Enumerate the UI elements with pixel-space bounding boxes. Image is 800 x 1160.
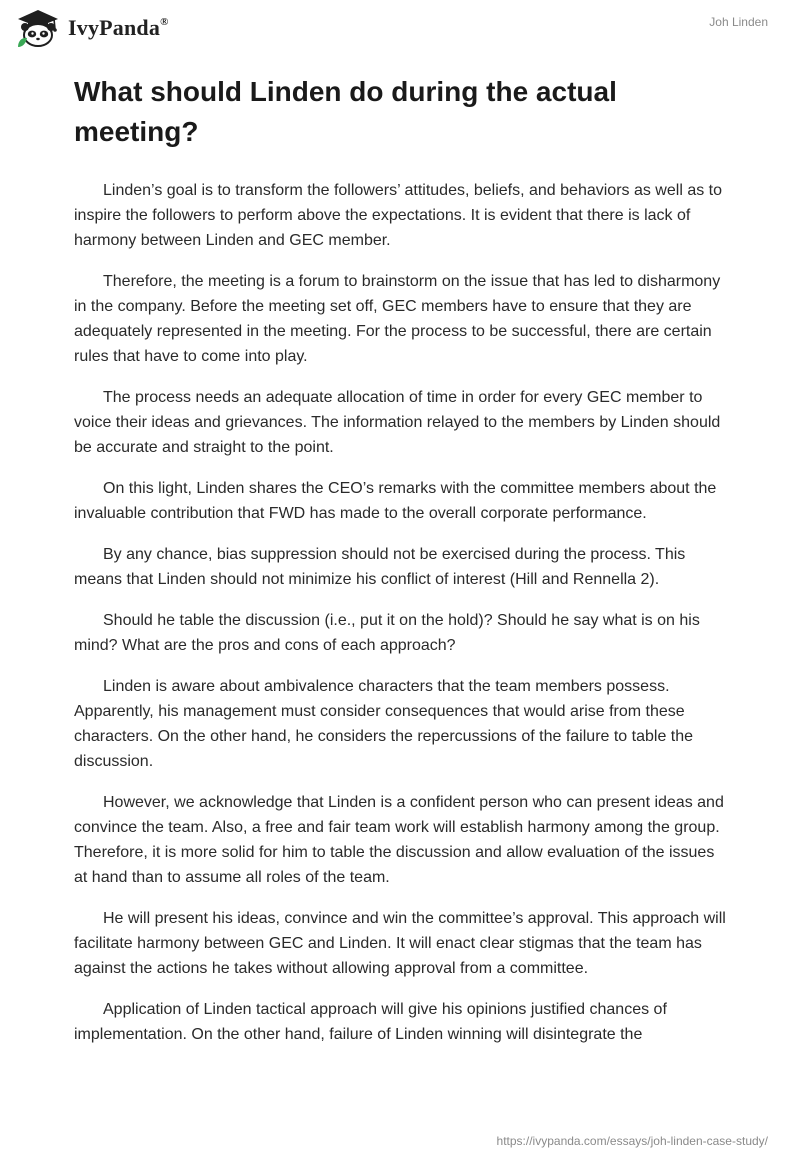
- paragraph: Linden is aware about ambivalence characters that the team members possess. Apparently, his management must consider consequences that would arise from these characters. On the other hand, he considers the repercussions of the failure to table the discussion.: [74, 678, 694, 770]
- page-header: [0, 0, 800, 60]
- paragraph: Should he table the discussion (i.e., put it on the hold)? Should he say what is on his mind? What are the pros and cons of each approach?: [74, 612, 700, 654]
- panda-graduation-cap-icon: [14, 7, 62, 49]
- article: [74, 72, 726, 1063]
- ivypanda-logo[interactable]: [14, 7, 169, 49]
- paragraph: However, we acknowledge that Linden is a confident person who can present ideas and convince the team. Also, a free and fair team work will establish harmony among the group. Therefore, it is more solid for him to table the discussion and allow evaluation of the issues at hand than to assume all roles of the team.: [74, 794, 724, 886]
- paragraph: He will present his ideas, convince and win the committee’s approval. This approach will facilitate harmony between GEC and Linden. It will enact clear stigmas that the team has against the actions he takes without allowing approval from a committee.: [74, 910, 726, 977]
- paragraph: Linden’s goal is to transform the followers’ attitudes, beliefs, and behaviors as well as to inspire the followers to perform above the expectations. It is evident that there is lack of harmony between Linden and GEC member.: [74, 182, 722, 249]
- paragraph: The process needs an adequate allocation of time in order for every GEC member to voice their ideas and grievances. The information relayed to the members by Linden should be accurate and straight to the point.: [74, 389, 721, 456]
- source-url[interactable]: https://ivypanda.com/essays/joh-linden-case-study/: [496, 1134, 768, 1148]
- page-title: What should Linden do during the actual meeting?: [74, 76, 617, 147]
- paragraph: By any chance, bias suppression should not be exercised during the process. This means that Linden should not minimize his conflict of interest (Hill and Rennella 2).: [74, 546, 686, 588]
- paragraph: Therefore, the meeting is a forum to brainstorm on the issue that has led to disharmony in the company. Before the meeting set off, GEC members have to ensure that they are adequately represented in the meeting. For the process to be successful, there are certain rules that have to come into play.: [74, 273, 721, 365]
- paragraph: Application of Linden tactical approach will give his opinions justified chances of implementation. On the other hand, failure of Linden winning will disintegrate the: [74, 1001, 667, 1043]
- document-title: Joh Linden: [709, 15, 768, 29]
- brand-name: IvyPanda®: [68, 15, 169, 40]
- paragraph: On this light, Linden shares the CEO’s remarks with the committee members about the invaluable contribution that FWD has made to the overall corporate performance.: [74, 480, 717, 522]
